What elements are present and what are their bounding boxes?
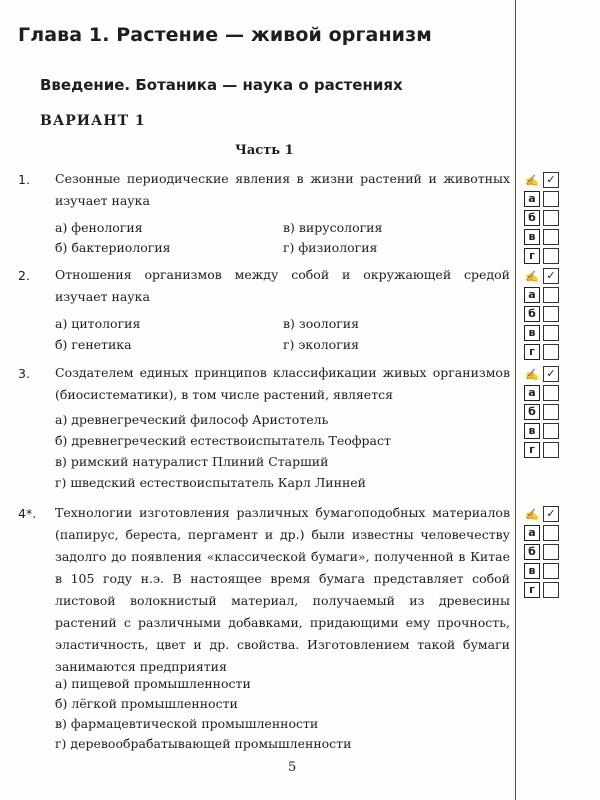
- answer-option: в) римский натуралист Плиний Старший: [55, 454, 329, 469]
- check-box[interactable]: ✓: [543, 366, 559, 382]
- answer-checkbox[interactable]: [543, 423, 559, 439]
- question-number: 2.: [18, 268, 30, 283]
- answer-checkbox[interactable]: [543, 191, 559, 207]
- answer-option: г) деревообрабатывающей промышленности: [55, 736, 352, 751]
- check-box[interactable]: ✓: [543, 268, 559, 284]
- part-label: Часть 1: [235, 143, 294, 158]
- answer-letter: б: [524, 404, 540, 420]
- answer-option: в) вирусология: [283, 220, 383, 235]
- answer-checkbox[interactable]: [543, 344, 559, 360]
- answer-grid: [524, 366, 559, 458]
- answer-letter: г: [524, 344, 540, 360]
- question-number: 1.: [18, 172, 30, 187]
- answer-grid: [524, 268, 559, 360]
- answer-option: б) бактериология: [55, 240, 171, 255]
- answer-option: в) фармацевтической промышленности: [55, 716, 319, 731]
- answer-letter: г: [524, 582, 540, 598]
- question-text: Отношения организмов между собой и окружающей средой изучает наука: [55, 267, 510, 304]
- answer-letter: а: [524, 287, 540, 303]
- question-text: Сезонные периодические явления в жизни растений и животных изучает наука: [55, 171, 510, 208]
- answer-checkbox[interactable]: [543, 404, 559, 420]
- answer-checkbox[interactable]: [543, 306, 559, 322]
- answer-letter: в: [524, 563, 540, 579]
- answer-option: а) древнегреческий философ Аристотель: [55, 412, 329, 427]
- question-text: Технологии изготовления различных бумагоподобных материалов (папирус, береста, пергамент и др.) были известны человечеству задолго до появления «классической бумаги», полученной в Китае в 105 году н.э. В настоящее время бумага представляет собой листовой волокнистый материал, получаемый из древесины растений с различными добавками, придающими ему прочность, эластичность, цвет и др. свойства. Изготовлением такой бумаги занимаются предприятия: [55, 505, 510, 674]
- pen-icon: ✍: [525, 173, 539, 187]
- answer-option: в) зоология: [283, 316, 359, 331]
- answer-letter: а: [524, 385, 540, 401]
- answer-checkbox[interactable]: [543, 248, 559, 264]
- answer-option: а) фенология: [55, 220, 143, 235]
- answer-column-divider: [515, 0, 516, 800]
- answer-checkbox[interactable]: [543, 563, 559, 579]
- question-number: 4*.: [18, 506, 37, 521]
- answer-checkbox[interactable]: [543, 229, 559, 245]
- answer-letter: а: [524, 525, 540, 541]
- answer-checkbox[interactable]: [543, 582, 559, 598]
- chapter-title: Глава 1. Растение — живой организм: [18, 24, 432, 46]
- check-box[interactable]: ✓: [543, 506, 559, 522]
- answer-checkbox[interactable]: [543, 525, 559, 541]
- variant-label: ВАРИАНТ 1: [40, 113, 146, 129]
- answer-checkbox[interactable]: [543, 325, 559, 341]
- answer-checkbox[interactable]: [543, 442, 559, 458]
- pen-icon: ✍: [525, 367, 539, 381]
- answer-option: а) цитология: [55, 316, 141, 331]
- answer-letter: а: [524, 191, 540, 207]
- section-title: Введение. Ботаника — наука о растениях: [40, 76, 403, 94]
- answer-letter: в: [524, 423, 540, 439]
- page-number: 5: [288, 760, 297, 775]
- answer-grid: [524, 506, 559, 598]
- check-box[interactable]: ✓: [543, 172, 559, 188]
- answer-letter: в: [524, 229, 540, 245]
- pen-icon: ✍: [525, 507, 539, 521]
- answer-option: г) экология: [283, 337, 359, 352]
- answer-letter: б: [524, 210, 540, 226]
- answer-option: б) лёгкой промышленности: [55, 696, 238, 711]
- answer-letter: г: [524, 442, 540, 458]
- answer-option: г) шведский естествоиспытатель Карл Линней: [55, 475, 366, 490]
- answer-option: б) генетика: [55, 337, 132, 352]
- answer-letter: в: [524, 325, 540, 341]
- answer-grid: [524, 172, 559, 264]
- answer-checkbox[interactable]: [543, 385, 559, 401]
- answer-checkbox[interactable]: [543, 544, 559, 560]
- answer-letter: б: [524, 306, 540, 322]
- pen-icon: ✍: [525, 269, 539, 283]
- answer-letter: г: [524, 248, 540, 264]
- answer-checkbox[interactable]: [543, 287, 559, 303]
- answer-checkbox[interactable]: [543, 210, 559, 226]
- question-text: Создателем единых принципов классификации живых организмов (биосистематики), в том числе растений, является: [55, 365, 510, 402]
- answer-option: б) древнегреческий естествоиспытатель Теофраст: [55, 433, 391, 448]
- answer-option: г) физиология: [283, 240, 378, 255]
- answer-option: а) пищевой промышленности: [55, 676, 251, 691]
- question-number: 3.: [18, 366, 30, 381]
- answer-letter: б: [524, 544, 540, 560]
